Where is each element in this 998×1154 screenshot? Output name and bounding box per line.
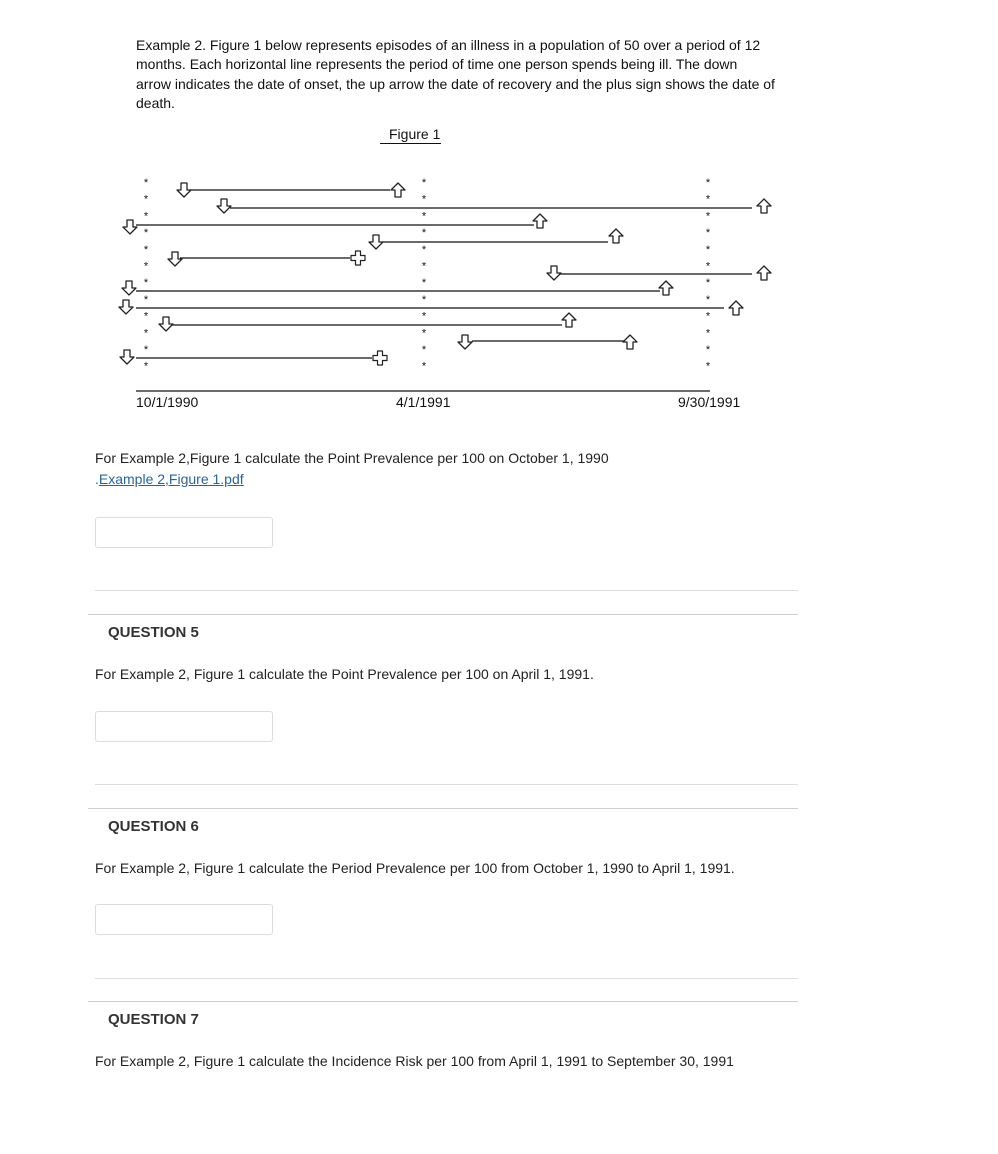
up-arrow-icon: [757, 199, 771, 213]
question-4-answer-input[interactable]: [95, 517, 273, 548]
down-arrow-icon: [123, 220, 137, 234]
date-marker-star: *: [705, 327, 711, 340]
onset-markers: [119, 183, 561, 364]
down-arrow-icon: [168, 252, 182, 266]
up-arrow-icon: [533, 214, 547, 228]
date-marker-star: *: [421, 177, 427, 189]
date-marker-star: *: [143, 344, 149, 356]
question-4-text: For Example 2,Figure 1 calculate the Point Prevalence per 100 on October 1, 1990: [95, 450, 609, 466]
date-marker-star: *: [143, 327, 149, 340]
divider: [95, 590, 798, 591]
date-marker-star: *: [421, 210, 427, 223]
question-7-text: For Example 2, Figure 1 calculate the Incidence Risk per 100 from April 1, 1991 to September 30, 1991: [95, 1053, 734, 1069]
attachment-line: [95, 471, 244, 487]
question-7-heading: QUESTION 7: [108, 1011, 199, 1028]
date-marker-star: *: [421, 227, 427, 240]
date-marker-star: *: [705, 177, 711, 189]
down-arrow-icon: [458, 335, 472, 349]
date-marker-star: *: [143, 310, 149, 323]
date-marker-star: *: [421, 277, 427, 290]
axis-label-middle: 4/1/1991: [396, 394, 451, 410]
divider: [95, 784, 798, 785]
down-arrow-icon: [120, 350, 134, 364]
date-marker-star: *: [421, 344, 427, 356]
date-marker-star: *: [705, 210, 711, 223]
plus-icon: [351, 251, 365, 265]
episode-lines: [136, 190, 752, 391]
down-arrow-icon: [369, 235, 383, 249]
date-marker-star: *: [143, 293, 149, 306]
divider: [88, 614, 798, 615]
question-6-heading: QUESTION 6: [108, 818, 199, 835]
date-marker-star: *: [705, 193, 711, 206]
link-prefix: .: [95, 471, 99, 487]
plus-icon: [373, 351, 387, 365]
up-arrow-icon: [391, 183, 405, 197]
up-arrow-icon: [562, 313, 576, 327]
example-description: Example 2. Figure 1 below represents episodes of an illness in a population of 50 over a period of 12 months. Each horizontal line represents the period of time one person spends being ill. The down arrow indicates the date of onset, the up arrow the date of recovery and the plus sign shows the date of death.: [136, 37, 775, 112]
date-marker-star: *: [143, 210, 149, 223]
episode-timeline-svg: [0, 168, 998, 418]
question-5-answer-input[interactable]: [95, 711, 273, 742]
down-arrow-icon: [177, 183, 191, 197]
divider: [88, 808, 798, 809]
date-marker-star: *: [705, 310, 711, 323]
date-marker-star: *: [705, 260, 711, 273]
date-marker-star: *: [143, 193, 149, 206]
date-marker-star: *: [421, 327, 427, 340]
up-arrow-icon: [757, 266, 771, 280]
down-arrow-icon: [159, 317, 173, 331]
date-marker-star: *: [143, 260, 149, 273]
date-marker-star: *: [143, 177, 149, 189]
date-marker-star: *: [705, 227, 711, 240]
date-marker-star: *: [143, 227, 149, 240]
date-marker-star: *: [421, 360, 427, 373]
figure-title: Figure 1: [380, 126, 441, 144]
example-pdf-link[interactable]: Example 2,Figure 1.pdf: [98, 471, 244, 487]
date-marker-star: *: [705, 243, 711, 256]
question-6-answer-input[interactable]: [95, 904, 273, 935]
axis-label-end: 9/30/1991: [678, 394, 741, 410]
axis-label-start: 10/1/1990: [136, 394, 199, 410]
question-5-heading: QUESTION 5: [108, 624, 199, 641]
up-arrow-icon: [659, 281, 673, 295]
question-6-text: For Example 2, Figure 1 calculate the Period Prevalence per 100 from October 1, 1990 to April 1, 1991.: [95, 860, 735, 876]
date-marker-star: *: [143, 360, 149, 373]
date-marker-star: *: [421, 193, 427, 206]
up-arrow-icon: [623, 335, 637, 349]
divider: [88, 1001, 798, 1002]
date-marker-star: *: [143, 243, 149, 256]
down-arrow-icon: [217, 199, 231, 213]
date-marker-star: *: [705, 293, 711, 306]
date-marker-star: *: [421, 260, 427, 273]
down-arrow-icon: [547, 266, 561, 280]
date-marker-star: *: [421, 310, 427, 323]
down-arrow-icon: [119, 300, 133, 314]
episode-figure: [0, 168, 998, 418]
date-marker-star: *: [705, 277, 711, 290]
divider: [95, 978, 798, 979]
question-5-text: For Example 2, Figure 1 calculate the Point Prevalence per 100 on April 1, 1991.: [95, 666, 594, 682]
date-marker-star: *: [143, 277, 149, 290]
date-marker-star: *: [421, 243, 427, 256]
date-marker-star: *: [705, 344, 711, 356]
up-arrow-icon: [729, 301, 743, 315]
date-marker-star: *: [421, 293, 427, 306]
date-marker-star: *: [705, 360, 711, 373]
down-arrow-icon: [122, 281, 136, 295]
up-arrow-icon: [609, 229, 623, 243]
